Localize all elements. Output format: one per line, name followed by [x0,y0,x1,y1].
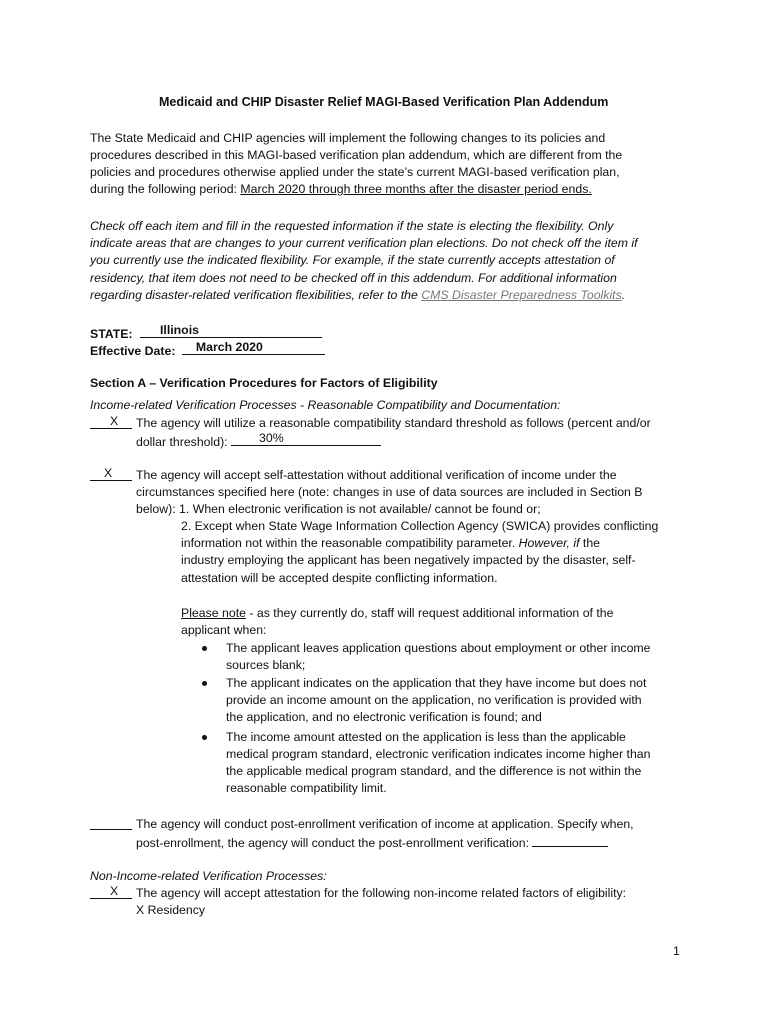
item1-threshold-label: dollar threshold): [136,435,228,449]
bullet-1-line-2: sources blank; [226,658,306,672]
intro-period-prefix: during the following period: [90,182,241,196]
note-text: - as they currently do, staff will request additional information of the [245,606,614,620]
item2-line-7: attestation will be accepted despite conflicting information. [181,571,498,585]
effective-date-label: Effective Date: [90,344,176,358]
instructions-last-prefix: regarding disaster-related verification flexibilities, refer to the [90,288,422,302]
item3-checkbox[interactable] [90,816,132,835]
bullet-2-line-1: The applicant indicates on the application that they have income but does not [226,676,647,690]
item1-mark: X [110,414,119,428]
bullet-1-line-1: The applicant leaves application questions about employment or other income [226,641,651,655]
instructions-line-1: Check off each item and fill in the requested information if the state is electing the flexibility. Only [90,219,614,233]
item3-line2-text: post-enrollment, the agency will conduct the post-enrollment verification: [136,836,530,850]
effective-date-row [90,341,325,360]
item2-checkbox[interactable] [90,467,132,486]
instructions-line-3: you currently use the indicated flexibility. For example, if the state currently accepts attestation of [90,253,615,267]
instructions-last-suffix: . [621,288,626,302]
note-line-2: applicant when: [181,623,267,637]
item1-threshold-field[interactable] [231,432,381,446]
item3-line-2 [136,833,608,852]
instructions-line-2: indicate areas that are changes to your current verification plan elections. Do not check off the item if [90,236,638,250]
item2-line-4: 2. Except when State Wage Information Collection Agency (SWICA) provides conflicting [181,519,659,533]
item2-line-2: circumstances specified here (note: changes in use of data sources are included in Section B [136,485,643,499]
bullet-dot [202,735,207,740]
state-value: Illinois [160,323,199,337]
bullet-3-line-2: medical program standard, electronic verification indicates income higher than [226,747,651,761]
note-line-1 [181,605,613,622]
page-number: 1 [673,944,680,958]
item4-line-2: X Residency [136,903,206,917]
bullet-2-line-3: the application, and no electronic verification is found; and [226,710,542,724]
item4-line-1: The agency will accept attestation for the following non-income related factors of eligibility: [136,886,627,900]
bullet-3-line-4: reasonable compatibility limit. [226,781,387,795]
item3-timing-field[interactable] [532,833,608,847]
note-label: Please note [181,606,246,620]
state-field[interactable] [140,324,322,338]
item1-line-2 [136,432,381,451]
item2-however: However, if [518,536,580,550]
intro-line-3: policies and procedures otherwise applied under the state’s current MAGI-based verification plan, [90,165,620,179]
item1-line-1: The agency will utilize a reasonable compatibility standard threshold as follows (percent and/or [136,416,651,430]
item2-line-5 [181,535,600,552]
state-label: STATE: [90,327,133,341]
effective-date-field[interactable] [182,341,325,355]
instructions-line-5 [90,287,625,304]
intro-line-1: The State Medicaid and CHIP agencies will implement the following changes to its policies and [90,131,606,145]
bullet-3-line-1: The income amount attested on the application is less than the applicable [226,730,626,744]
income-heading: Income-related Verification Processes - Reasonable Compatibility and Documentation: [90,398,561,412]
item2-line-6: industry employing the applicant has been negatively impacted by the disaster, self- [181,553,636,567]
item2-line5-prefix: information not within the reasonable compatibility parameter. [181,536,519,550]
nonincome-heading: Non-Income-related Verification Processes: [90,869,327,883]
bullet-2-line-2: provide an income amount on the application, no verification is provided with [226,693,642,707]
item2-line5-suffix: the [579,536,601,550]
page-title: Medicaid and CHIP Disaster Relief MAGI-Based Verification Plan Addendum [159,95,609,109]
item4-mark: X [110,884,119,898]
item2-mark: X [104,466,113,480]
intro-line-4 [90,181,592,198]
effective-date-value: March 2020 [195,340,263,354]
bullet-3-line-3: the applicable medical program standard, and the difference is not within the [226,764,642,778]
instructions-line-4: residency, that item does not need to be checked off in this addendum. For additional information [90,271,617,285]
item1-checkbox[interactable] [90,415,132,434]
cms-toolkits-link[interactable]: CMS Disaster Preparedness Toolkits [421,288,622,302]
bullet-dot [202,681,207,686]
item1-threshold-value: 30% [259,431,284,445]
bullet-dot [202,646,207,651]
section-a-heading: Section A – Verification Procedures for Factors of Eligibility [90,376,438,390]
intro-period: March 2020 through three months after the disaster period ends. [240,182,592,196]
item3-line-1: The agency will conduct post-enrollment verification of income at application. Specify when, [136,817,634,831]
intro-line-2: procedures described in this MAGI-based verification plan addendum, which are different from the [90,148,623,162]
item4-checkbox[interactable] [90,885,132,904]
item2-line-1: The agency will accept self-attestation without additional verification of income under the [136,468,617,482]
item2-line-3: below): 1. When electronic verification is not available/ cannot be found or; [136,502,541,516]
